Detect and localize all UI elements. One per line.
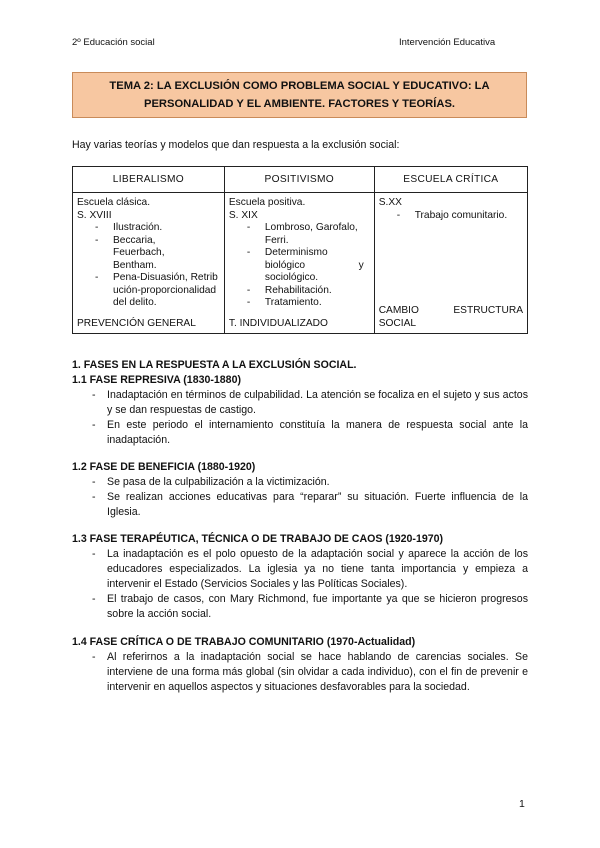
- phase-4-title: 1.4 FASE CRÍTICA O DE TRABAJO COMUNITARIO (1970-Actualidad): [72, 636, 416, 648]
- list-item: - Rehabilitación.: [229, 285, 370, 298]
- list-item: - En este periodo el internamiento constituía la manera de respuesta social ante la inadaptación.: [72, 418, 528, 448]
- list-item: - Se realizan acciones educativas para “reparar” su situación. Fuerte influencia de la Iglesia.: [72, 490, 528, 520]
- header-liberalismo: LIBERALISMO: [73, 167, 225, 193]
- topic-title-line2: PERSONALIDAD Y EL AMBIENTE. FACTORES Y TEORÍAS.: [143, 98, 456, 110]
- list-item: - Beccaria, Feuerbach, Bentham.: [77, 235, 220, 273]
- liberalismo-school: Escuela clásica.: [77, 197, 151, 208]
- header-escuela-critica: ESCUELA CRÍTICA: [374, 167, 527, 193]
- list-item: - Ilustración.: [77, 222, 220, 235]
- header-right: Intervención Educativa: [399, 37, 496, 48]
- phases-main-title: 1. FASES EN LA RESPUESTA A LA EXCLUSIÓN SOCIAL.: [72, 359, 357, 371]
- critica-century: S.XX: [378, 197, 402, 208]
- phases-section-4: [72, 635, 528, 695]
- critica-footer-line2: SOCIAL: [378, 317, 417, 329]
- list-item: - Determinismo biológico y sociológico.: [229, 247, 370, 285]
- positivismo-school: Escuela positiva.: [228, 197, 306, 208]
- list-item: - Lombroso, Garofalo, Ferri.: [229, 222, 370, 247]
- phase-2-title: 1.2 FASE DE BENEFICIA (1880-1920): [72, 461, 256, 473]
- phases-section-1: [72, 358, 528, 448]
- header-left: 2º Educación social: [72, 37, 155, 48]
- positivismo-century: S. XIX: [228, 209, 258, 221]
- list-item: - Inadaptación en términos de culpabilidad. La atención se focaliza en el sujeto y sus actos y se dan respuestas de castigo.: [72, 388, 528, 418]
- theories-table: [72, 166, 528, 334]
- cell-positivismo: [224, 193, 374, 334]
- list-item: - La inadaptación es el polo opuesto de la adaptación social y aparece la acción de los educadores especializados. La iglesia ya no tiene tanta importancia y empieza a intervenir el Estado (Servicios Sociales y las Políticas Sociales).: [72, 547, 528, 592]
- phase-3-title: 1.3 FASE TERAPÉUTICA, TÉCNICA O DE TRABAJO DE CAOS (1920-1970): [72, 533, 444, 545]
- page-number: 1: [519, 798, 525, 810]
- list-item: - Al referirnos a la inadaptación social se hace hablando de carencias sociales. Se interviene de una forma más global (sin olvidar a cada individuo), con el fin de prevenir e intervenir en aquellos aspectos y situaciones desfavorables para la sociedad.: [72, 650, 528, 695]
- list-item: - Trabajo comunitario.: [379, 210, 523, 223]
- topic-title-box: [72, 72, 527, 118]
- critica-footer-word2: ESTRUCTURA: [453, 305, 523, 316]
- list-item: - El trabajo de casos, con Mary Richmond, fue importante ya que se hicieron progresos sobre la acción social.: [72, 592, 528, 622]
- list-item: - Tratamiento.: [229, 297, 370, 310]
- phase-1-title: 1.1 FASE REPRESIVA (1830-1880): [72, 374, 241, 386]
- list-item: - Se pasa de la culpabilización a la victimización.: [72, 475, 528, 490]
- phases-section-2: [72, 460, 528, 520]
- phases-section-3: [72, 532, 528, 622]
- liberalismo-century: S. XVIII: [77, 209, 112, 221]
- positivismo-footer: T. INDIVIDUALIZADO: [228, 317, 328, 329]
- liberalismo-footer: PREVENCIÓN GENERAL: [77, 317, 196, 329]
- critica-footer-word1: CAMBIO: [378, 305, 419, 316]
- topic-title-line1: TEMA 2: LA EXCLUSIÓN COMO PROBLEMA SOCIAL Y EDUCATIVO: LA: [109, 80, 490, 92]
- header-positivismo: POSITIVISMO: [224, 167, 374, 193]
- intro-text: Hay varias teorías y modelos que dan respuesta a la exclusión social:: [72, 139, 400, 151]
- list-item: - Pena-Disuasión, Retribución-proporcionalidad del delito.: [77, 272, 220, 310]
- cell-liberalismo: [73, 193, 225, 334]
- cell-escuela-critica: [374, 193, 527, 334]
- critica-footer: [379, 305, 523, 330]
